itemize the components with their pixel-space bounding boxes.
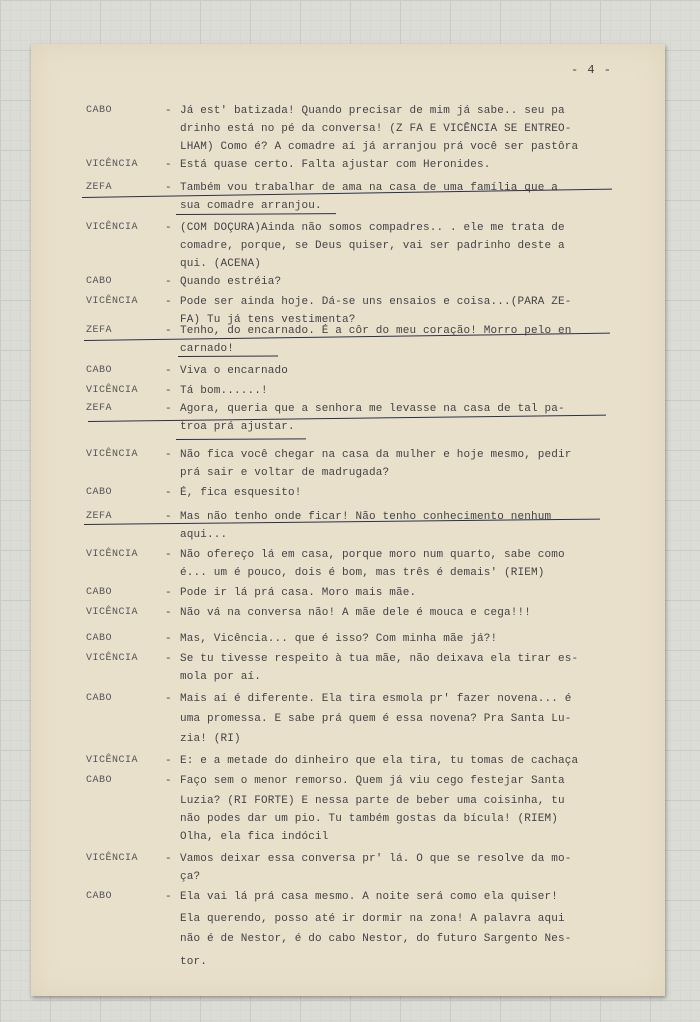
speaker-name: VICÊNCIA <box>86 549 139 560</box>
speaker-name: VICÊNCIA <box>86 853 139 864</box>
speaker-name: ZEFA <box>86 182 113 193</box>
dialogue-text: Faço sem o menor remorso. Quem já viu cego festejar Santa <box>180 775 565 787</box>
script-line <box>0 774 700 792</box>
script-line <box>0 295 700 313</box>
speaker-name: CABO <box>86 365 113 376</box>
script-line <box>0 486 700 504</box>
speaker-name: ZEFA <box>86 511 113 522</box>
dialogue-text: Ela querendo, posso até ir dormir na zona! A palavra aqui <box>180 913 565 925</box>
dialogue-text: Tenho, do encarnado. É a côr do meu coração! Morro pelo en <box>180 325 572 337</box>
speaker-name: VICÊNCIA <box>86 296 139 307</box>
script-line <box>0 692 700 710</box>
script-line <box>0 732 700 750</box>
dialogue-text: Agora, queria que a senhora me levasse na casa de tal pa- <box>180 403 565 415</box>
dialogue-dash: - <box>165 403 172 415</box>
script-line <box>0 754 700 772</box>
dialogue-text: Pode ir lá prá casa. Moro mais mãe. <box>180 587 417 599</box>
script-line <box>0 794 700 812</box>
speaker-name: CABO <box>86 693 113 704</box>
dialogue-text: ça? <box>180 871 201 883</box>
script-line <box>0 528 700 546</box>
dialogue-text: mola por aí. <box>180 671 262 683</box>
script-line <box>0 870 700 888</box>
script-line <box>0 932 700 950</box>
dialogue-text: Tá bom......! <box>180 385 268 397</box>
dialogue-dash: - <box>165 607 172 619</box>
dialogue-text: Olha, ela fica indócil <box>180 831 329 843</box>
dialogue-dash: - <box>165 549 172 561</box>
script-line <box>0 830 700 848</box>
script-line <box>0 466 700 484</box>
speaker-name: VICÊNCIA <box>86 755 139 766</box>
script-line <box>0 955 700 973</box>
dialogue-text: Não ofereço lá em casa, porque moro num quarto, sabe como <box>180 549 565 561</box>
page-number: - 4 - <box>570 63 612 77</box>
dialogue-dash: - <box>165 276 172 288</box>
speaker-name: VICÊNCIA <box>86 449 139 460</box>
speaker-name: CABO <box>86 775 113 786</box>
script-line <box>0 852 700 870</box>
dialogue-text: LHAM) Como é? A comadre aí já arranjou prá você ser pastôra <box>180 141 579 153</box>
dialogue-dash: - <box>165 296 172 308</box>
script-line <box>0 420 700 438</box>
dialogue-text: Mas, Vicência... que é isso? Com minha mãe já?! <box>180 633 498 645</box>
dialogue-dash: - <box>165 325 172 337</box>
dialogue-text: é... um é pouco, dois é bom, mas três é demais' (RIEM) <box>180 567 545 579</box>
dialogue-text: tor. <box>180 956 208 968</box>
dialogue-dash: - <box>165 487 172 499</box>
dialogue-text: E: e a metade do dinheiro que ela tira, tu tomas de cachaça <box>180 755 579 767</box>
script-line <box>0 257 700 275</box>
dialogue-text: prá sair e voltar de madrugada? <box>180 467 390 479</box>
script-line <box>0 104 700 122</box>
dialogue-text: Quando estréia? <box>180 276 282 288</box>
dialogue-text: sua comadre arranjou. <box>180 200 322 212</box>
script-line <box>0 221 700 239</box>
speaker-name: CABO <box>86 487 113 498</box>
dialogue-text: Mas não tenho onde ficar! Não tenho conhecimento nenhum <box>180 511 552 523</box>
dialogue-text: comadre, porque, se Deus quiser, vai ser padrinho deste a <box>180 240 565 252</box>
speaker-name: VICÊNCIA <box>86 159 139 170</box>
dialogue-dash: - <box>165 755 172 767</box>
dialogue-dash: - <box>165 449 172 461</box>
dialogue-text: Viva o encarnado <box>180 365 289 377</box>
script-line <box>0 652 700 670</box>
script-line <box>0 548 700 566</box>
script-line <box>0 275 700 293</box>
speaker-name: CABO <box>86 105 113 116</box>
script-line <box>0 199 700 217</box>
dialogue-dash: - <box>165 511 172 523</box>
dialogue-text: Pode ser ainda hoje. Dá-se uns ensaios e coisa...(PARA ZE- <box>180 296 572 308</box>
dialogue-dash: - <box>165 159 172 171</box>
dialogue-dash: - <box>165 365 172 377</box>
dialogue-text: Também vou trabalhar de ama na casa de uma família que a <box>180 182 559 194</box>
dialogue-text: Já est' batizada! Quando precisar de mim já sabe.. seu pa <box>180 105 565 117</box>
dialogue-dash: - <box>165 693 172 705</box>
dialogue-text: Não vá na conversa não! A mãe dele é mouca e cega!!! <box>180 607 532 619</box>
speaker-name: CABO <box>86 587 113 598</box>
dialogue-text: Está quase certo. Falta ajustar com Heronides. <box>180 159 491 171</box>
script-line <box>0 606 700 624</box>
script-line <box>0 122 700 140</box>
dialogue-text: drinho está no pé da conversa! (Z FA E VICÊNCIA SE ENTREO- <box>180 123 572 135</box>
script-line <box>0 632 700 650</box>
dialogue-text: zia! (RI) <box>180 733 241 745</box>
dialogue-dash: - <box>165 633 172 645</box>
speaker-name: VICÊNCIA <box>86 222 139 233</box>
dialogue-text: Vamos deixar essa conversa pr' lá. O que se resolve da mo- <box>180 853 572 865</box>
script-line <box>0 712 700 730</box>
dialogue-text: Ela vai lá prá casa mesmo. A noite será como ela quiser! <box>180 891 559 903</box>
script-line <box>0 140 700 158</box>
dialogue-text: Não fica você chegar na casa da mulher e hoje mesmo, pedir <box>180 449 572 461</box>
dialogue-text: (COM DOÇURA)Ainda não somos compadres.. . ele me trata de <box>180 222 565 234</box>
script-line <box>0 586 700 604</box>
dialogue-dash: - <box>165 891 172 903</box>
dialogue-dash: - <box>165 775 172 787</box>
script-line <box>0 384 700 402</box>
script-line <box>0 812 700 830</box>
speaker-name: CABO <box>86 633 113 644</box>
dialogue-text: não é de Nestor, é do cabo Nestor, do futuro Sargento Nes- <box>180 933 572 945</box>
speaker-name: ZEFA <box>86 403 113 414</box>
script-line <box>0 364 700 382</box>
dialogue-dash: - <box>165 222 172 234</box>
dialogue-text: qui. (ACENA) <box>180 258 262 270</box>
dialogue-dash: - <box>165 105 172 117</box>
speaker-name: ZEFA <box>86 325 113 336</box>
script-line <box>0 158 700 176</box>
script-line <box>0 239 700 257</box>
dialogue-text: Se tu tivesse respeito à tua mãe, não deixava ela tirar es- <box>180 653 579 665</box>
dialogue-dash: - <box>165 653 172 665</box>
dialogue-text: FA) Tu já tens vestimenta? <box>180 314 356 326</box>
script-line <box>0 912 700 930</box>
speaker-name: VICÊNCIA <box>86 607 139 618</box>
dialogue-text: troa prá ajustar. <box>180 421 295 433</box>
dialogue-dash: - <box>165 587 172 599</box>
dialogue-text: não podes dar um pio. Tu também gostas da bícula! (RIEM) <box>180 813 559 825</box>
script-line <box>0 670 700 688</box>
dialogue-text: Luzia? (RI FORTE) E nessa parte de beber uma coisinha, tu <box>180 795 565 807</box>
speaker-name: CABO <box>86 276 113 287</box>
script-line <box>0 566 700 584</box>
speaker-name: VICÊNCIA <box>86 653 139 664</box>
dialogue-text: É, fica esquesito! <box>180 487 302 499</box>
script-line <box>0 342 700 360</box>
speaker-name: CABO <box>86 891 113 902</box>
dialogue-dash: - <box>165 853 172 865</box>
speaker-name: VICÊNCIA <box>86 385 139 396</box>
dialogue-text: aqui... <box>180 529 228 541</box>
dialogue-text: Mais aí é diferente. Ela tira esmola pr' fazer novena... é <box>180 693 572 705</box>
script-line <box>0 890 700 908</box>
script-line <box>0 448 700 466</box>
dialogue-text: uma promessa. E sabe prá quem é essa novena? Pra Santa Lu- <box>180 713 572 725</box>
dialogue-text: carnado! <box>180 343 235 355</box>
dialogue-dash: - <box>165 182 172 194</box>
dialogue-dash: - <box>165 385 172 397</box>
